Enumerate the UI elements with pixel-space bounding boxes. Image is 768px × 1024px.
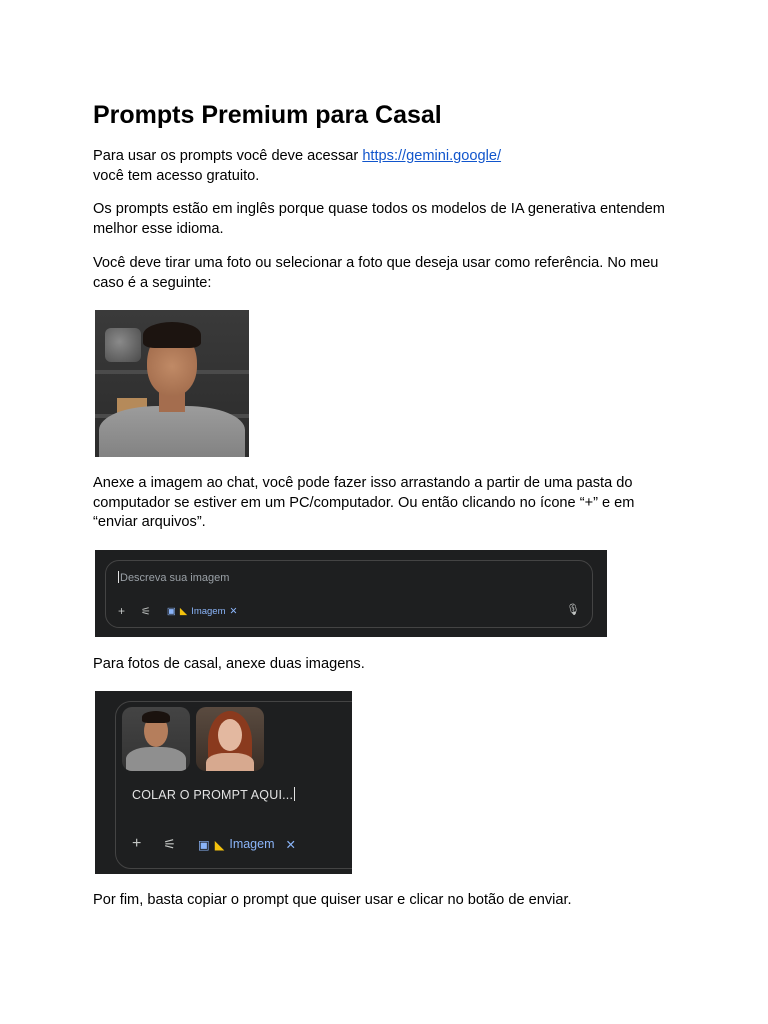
woman-thumbnail: [196, 707, 264, 771]
chat-couple-toolbar: [132, 835, 296, 853]
attach-paragraph: Anexe a imagem ao chat, você pode fazer isso arrastando a partir de uma pasta do computador se estiver em um PC/computador. Ou então clicando no ícone “+” e em “enviar arquivos”.: [93, 475, 635, 530]
close-icon: ✕: [229, 605, 238, 617]
couple-paragraph: Para fotos de casal, anexe duas imagens.: [93, 656, 365, 672]
final-paragraph: Por fim, basta copiar o prompt que quiser usar e clicar no botão de enviar.: [93, 892, 572, 908]
chat-couple-screenshot: [95, 691, 352, 874]
chat-toolbar: [118, 604, 237, 618]
chat-input-box: [105, 560, 593, 628]
intro-text-2: você tem acesso gratuito.: [93, 167, 260, 184]
image-chip-label: Imagem: [191, 605, 226, 617]
gemini-link[interactable]: https://gemini.google/: [362, 148, 502, 164]
plus-icon: +: [118, 604, 126, 618]
photo-paragraph: Você deve tirar uma foto ou selecionar a foto que deseja usar como referência. No meu caso é a seguinte:: [93, 255, 659, 291]
close-icon: ✕: [285, 837, 296, 852]
man-thumbnail: [122, 707, 190, 771]
sliders-icon: ⚟: [163, 835, 176, 852]
image-chip: [198, 837, 296, 852]
plus-icon: +: [132, 835, 142, 852]
intro-text: Para usar os prompts você deve acessar: [93, 148, 363, 164]
banana-icon: ◣: [214, 837, 225, 852]
reference-photo: [95, 310, 249, 457]
prompt-text: COLAR O PROMPT AQUI...: [132, 788, 294, 802]
banana-icon: ◣: [179, 605, 188, 617]
chat-input-screenshot: [95, 550, 607, 637]
image-icon: ▣: [166, 605, 176, 617]
image-chip-label: Imagem: [229, 837, 275, 851]
sliders-icon: ⚟: [141, 605, 151, 618]
page-title: Prompts Premium para Casal: [93, 101, 442, 129]
language-paragraph: Os prompts estão em inglês porque quase todos os modelos de IA generativa entendem melhor esse idioma.: [93, 201, 665, 237]
chat-placeholder: Descreva sua imagem: [120, 572, 230, 584]
mic-icon: 🎙: [566, 604, 580, 616]
image-chip: [167, 606, 238, 617]
intro-paragraph: [93, 147, 683, 186]
image-icon: ▣: [197, 837, 210, 852]
